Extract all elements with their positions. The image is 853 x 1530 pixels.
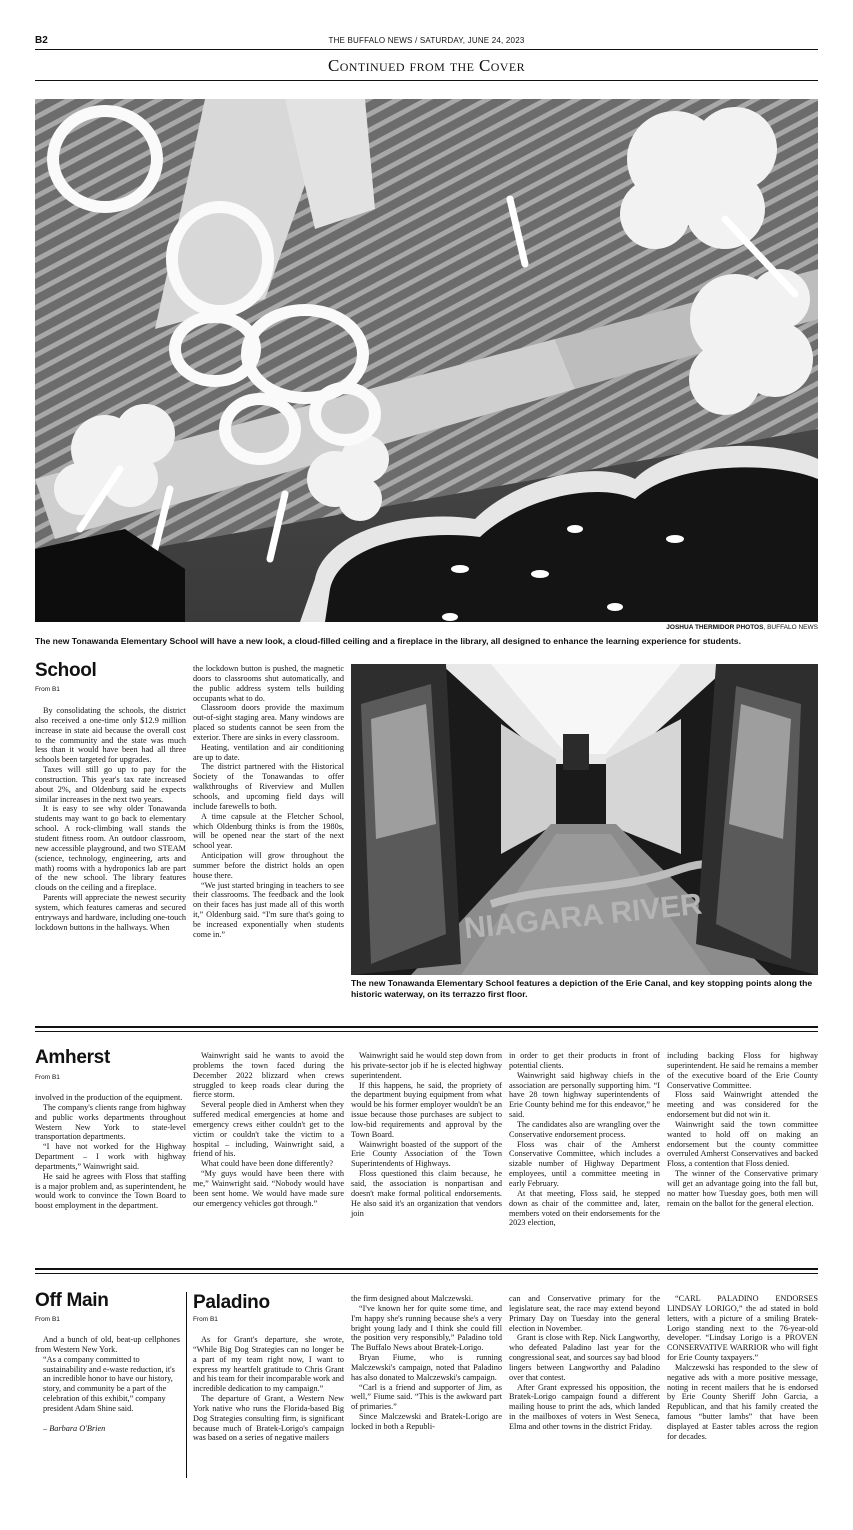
section-title: Continued from the Cover <box>327 56 526 75</box>
amherst-column-3 <box>351 1051 502 1218</box>
hallway-photo-caption: The new Tonawanda Elementary School features a depiction of the Erie Canal, and key stopping points along the historic waterway, on its terrazzo first floor. <box>351 978 813 999</box>
page-number: B2 <box>35 35 48 46</box>
school-paragraph: “We just started bringing in teachers to see their classrooms. The feedback and the look on their faces has just made all of this worth it,” Oldenburg said. “I'm sure that's going to be increased exponentially when students come in.” <box>193 880 344 939</box>
floor-inscription: NIAGARA RIVER <box>462 887 704 946</box>
amherst-paragraph: The candidates also are wrangling over the Conservative endorsement process. <box>509 1119 660 1139</box>
header-rule-bottom <box>35 80 818 81</box>
paladino-jump-line: From B1 <box>193 1316 218 1323</box>
column-divider <box>186 1292 187 1478</box>
amherst-headline: Amherst <box>35 1047 110 1068</box>
amherst-paragraph: The winner of the Conservative primary will get an advantage going into the fall but, no matter how Tuesday goes, both men will remain on the ballot for the general election. <box>667 1169 818 1208</box>
library-cloud-ceiling-photo <box>35 99 818 622</box>
story-divider <box>35 1026 818 1028</box>
amherst-paragraph: involved in the production of the equipment. <box>35 1093 183 1102</box>
offmain-column <box>35 1335 180 1434</box>
paladino-headline: Paladino <box>193 1292 270 1313</box>
amherst-jump-line: From B1 <box>35 1074 60 1081</box>
paladino-paragraph: Since Malczewski and Bratek-Lorigo are locked in both a Republi- <box>351 1412 502 1431</box>
school-paragraph: A time capsule at the Fletcher School, which Oldenburg thinks is from the 1980s, will be opened near the start of the next school year. <box>193 811 344 851</box>
photo-credit-outlet: , BUFFALO NEWS <box>763 624 818 631</box>
school-paragraph: The district partnered with the Historical Society of the Tonawandas to offer walkthroughs of Riverview and Mullen schools, and upcoming field days will include farewells to both. <box>193 762 344 811</box>
photo-credit <box>35 624 818 631</box>
offmain-quote: “As a company committed to sustainability and e-waste reduction, it's an incredible honor to have our history, story, and community be a part of the celebration of this exhibit,” company president Adam Shine said. <box>43 1354 175 1413</box>
school-column-2 <box>193 664 344 940</box>
paladino-paragraph: As for Grant's departure, she wrote, “While Big Dog Strategies can no longer be a part of my team right now, I want to express my heartfelt gratitude to Chris Grant and his team for their incomparable work and incredible dedication to my campaign.” <box>193 1335 344 1394</box>
top-photo-caption: The new Tonawanda Elementary School will have a new look, a cloud-filled ceiling and a fireplace in the library, all designed to enhance the learning experience for students. <box>35 636 741 646</box>
amherst-paragraph: Floss was chair of the Amherst Conservative Committee, which includes a sizable number of Highway Department employees, until a committee meeting in early February. <box>509 1139 660 1188</box>
amherst-paragraph: Wainwright said he would step down from his private-sector job if he is elected highway superintendent. <box>351 1051 502 1080</box>
amherst-paragraph: including backing Floss for highway superintendent. He said he remains a member of the executive board of the Erie County Conservative Committee. <box>667 1051 818 1090</box>
paladino-paragraph: Grant is close with Rep. Nick Langworthy, who defeated Paladino last year for the congressional seat, and sources say bad blood lingers between Langworthy and Paladino over that contest. <box>509 1333 660 1382</box>
school-headline: School <box>35 660 97 681</box>
story-divider <box>35 1273 818 1274</box>
school-paragraph: the lockdown button is pushed, the magnetic doors to classrooms shut automatically, and the public address system tells building occupants what to do. <box>193 664 344 703</box>
amherst-paragraph: Wainwright said he wants to avoid the problems the town faced during the December 2022 blizzard when crews struggled to keep roads clear during the fierce storm. <box>193 1051 344 1100</box>
paladino-column-1 <box>193 1335 344 1443</box>
school-paragraph: It is easy to see why older Tonawanda students may want to go back to elementary school. A rock-climbing wall stands the student fitness room. An outdoor classroom, new accessible playground, and two STEAM (science, technology, engineering, arts and math) rooms with a hydroponics lab are part of the new school. The library features clouds on the ceiling and a fireplace. <box>35 804 186 893</box>
paladino-paragraph: “CARL PALADINO ENDORSES LINDSAY LORIGO,” the ad stated in bold letters, with a picture of a smiling Bratek-Lorigo standing next to the 76-year-old developer. “Lindsay Lorigo is a PROVEN CONSERVATIVE WARRIOR who will fight for Erie County taxpayers.” <box>667 1294 818 1363</box>
paladino-paragraph: The departure of Grant, a Western New York native who runs the Florida-based Big Dog Strategies consulting firm, is significant because much of Bratek-Lorigo's campaign was based on a series of negative mailers <box>193 1394 344 1443</box>
amherst-paragraph: Wainwright boasted of the support of the Erie County Association of the Town Superintendents of Highways. <box>351 1139 502 1169</box>
school-paragraph: Classroom doors provide the maximum out-of-sight staging area. Many windows are placed so students cannot be seen from the exterior. There are sinks in every classroom. <box>193 703 344 742</box>
offmain-jump-line: From B1 <box>35 1316 60 1323</box>
school-paragraph: Parents will appreciate the newest security system, which features cameras and secured entryways and hardware, including one-touch lockdown buttons in the hallways. When <box>35 893 186 932</box>
amherst-paragraph: “My guys would have been there with me,” Wainwright said. “Nobody would have been sent home. We would have made sure our emergency vehicles got through.” <box>193 1169 344 1208</box>
amherst-column-5 <box>667 1051 818 1209</box>
amherst-paragraph: Floss questioned this claim because, he said, the association is nonpartisan and doesn't make formal political endorsements. He also said it's an organization that vendors join <box>351 1169 502 1218</box>
offmain-signature: – Barbara O'Brien <box>43 1423 106 1433</box>
amherst-paragraph: Wainwright said the town committee wanted to hold off on making an endorsement but the county committee overruled Amherst Conservatives and backed Floss, a contention that Floss denied. <box>667 1119 818 1169</box>
school-paragraph: Heating, ventilation and air conditioning are up to date. <box>193 742 344 762</box>
amherst-paragraph: in order to get their products in front of potential clients. <box>509 1051 660 1070</box>
story-divider <box>35 1268 818 1270</box>
photo-credit-name: JOSHUA THERMIDOR PHOTOS <box>666 624 764 631</box>
amherst-column-4 <box>509 1051 660 1228</box>
paladino-paragraph: Malczewski has responded to the slew of negative ads with a more positive message, noting in recent mailers that he is endorsed by Erie County Sheriff John Garcia, a Republican, and that his family created the famous “butter lambs” that have been displayed at Easter tables across the region for decades. <box>667 1362 818 1441</box>
amherst-column-2 <box>193 1051 344 1209</box>
amherst-paragraph: Several people died in Amherst when they suffered medical emergencies at home and emergency crews either couldn't get to the victim or couldn't take the victim to a hospital – including, Wainwright said, a friend of his. <box>193 1100 344 1159</box>
paladino-paragraph: After Grant expressed his opposition, the Bratek-Lorigo campaign found a different mailing house to print the ads, which landed in the mailboxes of voters in West Seneca, Elma and other towns in the district Friday. <box>509 1382 660 1431</box>
paladino-column-3 <box>509 1294 660 1432</box>
school-paragraph: Taxes will still go up to pay for the construction. This year's tax rate increased about 2%, and Oldenburg said he expects similar increases in the next two years. <box>35 765 186 804</box>
offmain-paragraph: And a bunch of old, beat-up cellphones from Western New York. <box>35 1335 180 1354</box>
paladino-paragraph: “I've known her for quite some time, and I'm happy she's running because she's a very bright young lady and I think she could fill the position very responsibly,” Paladino told The Buffalo News about Bratek-Lorigo. <box>351 1303 502 1353</box>
paladino-column-2 <box>351 1294 502 1432</box>
amherst-paragraph: At that meeting, Floss said, he stepped down as chair of the committee and, later, members voted on their endorsements for the 2023 election, <box>509 1188 660 1228</box>
paladino-paragraph: the firm designed about Malczewski. <box>351 1294 474 1303</box>
paladino-column-4 <box>667 1294 818 1442</box>
amherst-paragraph: “I have not worked for the Highway Department – I work with highway departments,” Wainwright said. <box>35 1142 186 1171</box>
story-divider <box>35 1031 818 1032</box>
amherst-paragraph: Wainwright said highway chiefs in the association are personally supporting him. “I have 28 town highway superintendents of Erie County behind me for this endeavor,” he said. <box>509 1070 660 1120</box>
amherst-paragraph: If this happens, he said, the propriety of the department buying equipment from what would be his former employer wouldn't be an issue because those purchases are subject to low-bid requirements and approval by the Town Board. <box>351 1080 502 1139</box>
amherst-paragraph: What could have been done differently? <box>201 1159 334 1169</box>
header-rule-top <box>35 49 818 50</box>
school-paragraph: By consolidating the schools, the district also received a one-time only $12.9 million increase in state aid because the overall cost to the community and the state was much less than it would have been had all three schools been targeted for upgrades. <box>35 706 186 765</box>
masthead-dateline: THE BUFFALO NEWS / SATURDAY, JUNE 24, 2023 <box>328 36 525 45</box>
amherst-paragraph: Floss said Wainwright attended the meeting and was considered for the endorsement but did not win it. <box>667 1090 818 1120</box>
paladino-paragraph: Bryan Fiume, who is running Malczewski's campaign, noted that Paladino has also donated to Malczewski's campaign. <box>351 1353 502 1382</box>
amherst-paragraph: He said he agrees with Floss that staffing is a major problem and, as superintendent, he would work to convince the Town Board to boost employment in the department. <box>35 1171 186 1211</box>
paladino-paragraph: can and Conservative primary for the legislature seat, the race may extend beyond Primary Day on Tuesday into the general election in November. <box>509 1294 660 1333</box>
school-column-1 <box>35 706 186 932</box>
school-jump-line: From B1 <box>35 686 60 693</box>
amherst-paragraph: The company's clients range from highway and public works departments throughout Western New York to state-level transportation departments. <box>35 1102 186 1142</box>
paladino-paragraph: “Carl is a friend and supporter of Jim, as well,” Fiume said. “This is the awkward part of primaries.” <box>351 1382 502 1412</box>
amherst-column-1 <box>35 1093 186 1211</box>
offmain-headline: Off Main <box>35 1290 109 1311</box>
school-paragraph: Anticipation will grow throughout the summer before the district holds an open house there. <box>193 851 344 880</box>
hallway-terrazzo-photo <box>351 664 818 975</box>
